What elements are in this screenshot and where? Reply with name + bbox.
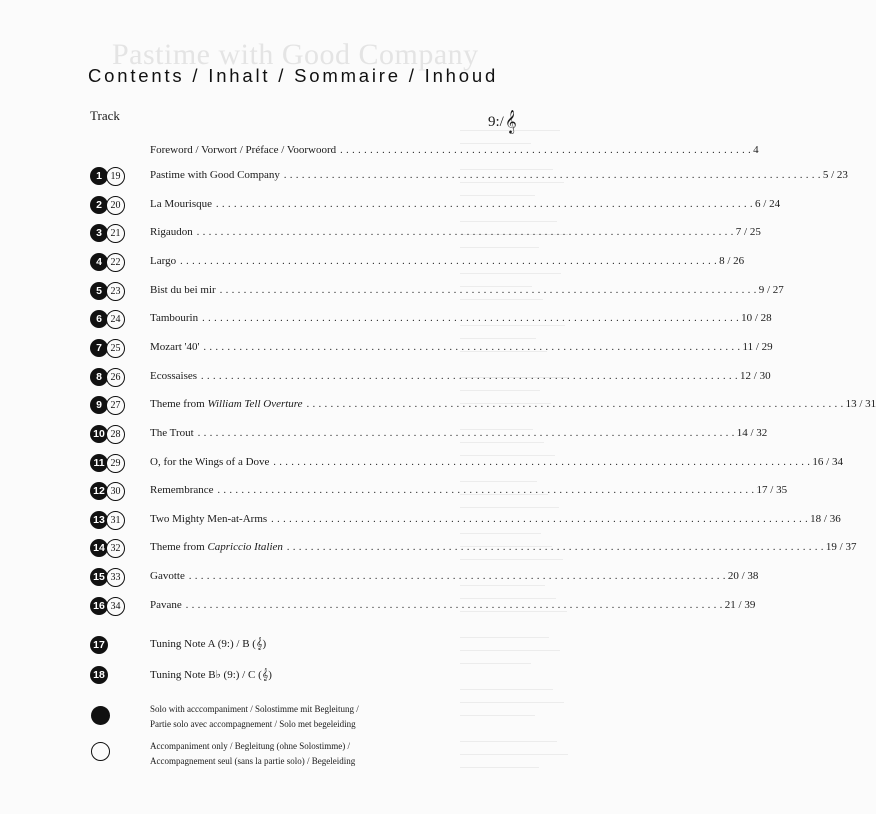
piece-title [150, 226, 193, 238]
bleed-line [460, 221, 557, 222]
accompaniment-track-badge: 19 [106, 167, 125, 186]
piece-title-text: Remembrance [150, 484, 214, 496]
toc-entry [150, 341, 773, 353]
tuning-row[interactable] [0, 666, 600, 690]
bleed-line [460, 741, 557, 742]
bass-clef-label: 9:/ [488, 114, 504, 130]
page-numbers: 16 / 34 [812, 456, 843, 468]
page-numbers: 11 / 29 [742, 341, 773, 353]
track-number-badge: 6 [90, 310, 108, 328]
accompaniment-open-circle-icon [91, 742, 110, 761]
piece-title-text: Two Mighty Men-at-Arms [150, 513, 268, 525]
piece-title-text: Rigaudon [150, 226, 193, 238]
legend-accomp-line1: Accompaniment only / Begleitung (ohne Solostimme) / [150, 741, 350, 751]
toc-row[interactable] [0, 511, 841, 535]
piece-title [150, 169, 280, 181]
accompaniment-track-badge: 33 [106, 568, 125, 587]
piece-title-italic: Capriccio Italien [207, 541, 283, 553]
accompaniment-track-badge: 25 [106, 339, 125, 358]
accompaniment-track-badge: 28 [106, 425, 125, 444]
toc-row[interactable] [0, 568, 759, 592]
track-number-badge: 18 [90, 666, 108, 684]
dot-leader: . . . . . . . . . . . . . . . . . . . . . . . . . . . . . . . . . . . . . . . . . . . . . . . . . . . . . . . . . . . . . . . . . . . . . . . . . . . . . . . . . . . . . . . . . . [271, 514, 809, 525]
piece-title-text: O, for the Wings of a Dove [150, 456, 270, 468]
foreword-page: 4 [753, 144, 759, 156]
piece-title [150, 570, 185, 582]
page-numbers: 17 / 35 [756, 484, 788, 496]
track-number-badge: 9 [90, 396, 108, 414]
piece-title-text: Gavotte [150, 570, 185, 582]
foreword-row[interactable] [0, 142, 759, 166]
dot-leader: . . . . . . . . . . . . . . . . . . . . . . . . . . . . . . . . . . . . . . . . . . . . . . . . . . . . . . . . . . . . . . . . . . . . . . . . . . . . . . . . . . . . . . . . . . [283, 170, 821, 181]
toc-entry [150, 456, 843, 468]
bleed-line [460, 702, 564, 703]
toc-row[interactable] [0, 310, 772, 334]
piece-title-text: Bist du bei mir [150, 284, 216, 296]
piece-title [150, 484, 214, 496]
track-number-badge: 8 [90, 368, 108, 386]
accompaniment-track-badge: 32 [106, 539, 125, 558]
dot-leader: . . . . . . . . . . . . . . . . . . . . . . . . . . . . . . . . . . . . . . . . . . . . . . . . . . . . . . . . . . . . . . . . . . . . . . . . . . . . . . . . . . . . . . . . . . [197, 428, 735, 439]
accompaniment-track-badge: 20 [106, 196, 125, 215]
toc-entry [150, 513, 841, 525]
dot-leader: . . . . . . . . . . . . . . . . . . . . . . . . . . . . . . . . . . . . . . . . . . . . . . . . . . . . . . . . . . . . . . . . . . . . . . . . . . . . . . . . . . . . . . . . . . [216, 199, 754, 210]
page-numbers: 14 / 32 [736, 427, 768, 439]
foreword-label: Foreword / Vorwort / Préface / Voorwoord [150, 144, 337, 156]
legend-solo [150, 702, 359, 732]
dot-leader: . . . . . . . . . . . . . . . . . . . . . . . . . . . . . . . . . . . . . . . . . . . . . . . . . . . . . . . . . . . . . . . . . . . . . . . . . . . . . . . . . . . . . . . . . . [188, 571, 726, 582]
toc-row[interactable] [0, 597, 756, 621]
piece-title-italic: William Tell Overture [207, 398, 303, 410]
accompaniment-track-badge: 30 [106, 482, 125, 501]
track-number-badge: 10 [90, 425, 108, 443]
background-title: Pastime with Good Company [112, 38, 479, 71]
track-label: Track [90, 108, 120, 123]
bleed-line [460, 507, 559, 508]
piece-title-text: Tambourin [150, 312, 199, 324]
piece-title [150, 341, 199, 353]
track-number-badge: 12 [90, 482, 108, 500]
dot-leader: . . . . . . . . . . . . . . . . . . . . . . . . . . . . . . . . . . . . . . . . . . . . . . . . . . . . . . . . . . . . . . . . . . . . . . . . . . . . . . . . . . . . . . . . . . [201, 371, 739, 382]
toc-entry [150, 144, 759, 156]
legend-solo-line2: Partie solo avec accompagnement / Solo met begeleiding [150, 719, 356, 729]
dot-leader: . . . . . . . . . . . . . . . . . . . . . . . . . . . . . . . . . . . . . . . . . . . . . . . . . . . . . . . . . . . . . . . . . . . . . [340, 145, 752, 156]
toc-row[interactable] [0, 425, 768, 449]
toc-row[interactable] [0, 339, 773, 363]
track-number-badge: 2 [90, 196, 108, 214]
track-number-badge: 16 [90, 597, 108, 615]
piece-title-text: Theme from [150, 398, 208, 410]
bleed-line [460, 663, 531, 664]
page-numbers: 12 / 30 [740, 370, 771, 382]
dot-leader: . . . . . . . . . . . . . . . . . . . . . . . . . . . . . . . . . . . . . . . . . . . . . . . . . . . . . . . . . . . . . . . . . . . . . . . . . . . . . . . . . . . . . . . . . . [306, 399, 844, 410]
page-numbers: 18 / 36 [810, 513, 841, 525]
track-number-badge: 3 [90, 224, 108, 242]
toc-row[interactable] [0, 368, 771, 392]
page-numbers: 9 / 27 [758, 284, 784, 296]
clef-indicator [488, 107, 517, 131]
tuning-label: Tuning Note B♭ (9:) / C (𝄞) [150, 669, 272, 681]
track-number-badge: 1 [90, 167, 108, 185]
dot-leader: . . . . . . . . . . . . . . . . . . . . . . . . . . . . . . . . . . . . . . . . . . . . . . . . . . . . . . . . . . . . . . . . . . . . . . . . . . . . . . . . . . . . . . . . . . [217, 485, 755, 496]
piece-title [150, 599, 182, 611]
toc-entry [150, 427, 768, 439]
page-numbers: 8 / 26 [719, 255, 745, 267]
piece-title-text: La Mourisque [150, 198, 213, 210]
toc-row[interactable] [0, 454, 843, 478]
page-numbers: 6 / 24 [755, 198, 781, 210]
tuning-label: Tuning Note A (9:) / B (𝄞) [150, 638, 267, 650]
piece-title [150, 398, 303, 410]
toc-row[interactable] [0, 167, 848, 191]
toc-row[interactable] [0, 482, 788, 506]
piece-title-text: Mozart '40' [150, 341, 200, 353]
toc-entry [150, 169, 848, 181]
accompaniment-track-badge: 29 [106, 454, 125, 473]
accompaniment-track-badge: 34 [106, 597, 125, 616]
piece-title [150, 513, 267, 525]
bleed-line [460, 754, 568, 755]
track-number-badge: 14 [90, 539, 108, 557]
piece-title [150, 284, 216, 296]
toc-entry [150, 284, 784, 296]
piece-title [150, 370, 197, 382]
accompaniment-track-badge: 31 [106, 511, 125, 530]
piece-title-text: Pavane [150, 599, 182, 611]
page-numbers: 19 / 37 [825, 541, 857, 553]
accompaniment-track-badge: 21 [106, 224, 125, 243]
piece-title-text: Ecossaises [150, 370, 198, 382]
tuning-row[interactable] [0, 636, 600, 660]
toc-row[interactable] [0, 396, 876, 420]
piece-title [150, 312, 198, 324]
accompaniment-track-badge: 26 [106, 368, 125, 387]
toc-row[interactable] [0, 539, 857, 563]
toc-entry [150, 541, 857, 553]
toc-entry [150, 312, 772, 324]
track-number-badge: 13 [90, 511, 108, 529]
piece-title [150, 456, 269, 468]
page-numbers: 7 / 25 [735, 226, 761, 238]
dot-leader: . . . . . . . . . . . . . . . . . . . . . . . . . . . . . . . . . . . . . . . . . . . . . . . . . . . . . . . . . . . . . . . . . . . . . . . . . . . . . . . . . . . . . . . . . . [202, 313, 740, 324]
dot-leader: . . . . . . . . . . . . . . . . . . . . . . . . . . . . . . . . . . . . . . . . . . . . . . . . . . . . . . . . . . . . . . . . . . . . . . . . . . . . . . . . . . . . . . . . . . [219, 285, 757, 296]
track-number-badge: 11 [90, 454, 108, 472]
bleed-line [460, 767, 539, 768]
legend-accomp-line2: Accompagnement seul (sans la partie solo) / Begeleiding [150, 756, 356, 766]
solo-filled-circle-icon [91, 706, 110, 725]
track-number-badge: 7 [90, 339, 108, 357]
toc-entry [150, 599, 756, 611]
piece-title-text: The Trout [150, 427, 194, 439]
piece-title-text: Theme from [150, 541, 208, 553]
track-number-badge: 17 [90, 636, 108, 654]
page-numbers: 5 / 23 [822, 169, 848, 181]
track-number-badge: 15 [90, 568, 108, 586]
track-number-badge: 4 [90, 253, 108, 271]
treble-clef-icon: 𝄞 [504, 109, 517, 133]
dot-leader: . . . . . . . . . . . . . . . . . . . . . . . . . . . . . . . . . . . . . . . . . . . . . . . . . . . . . . . . . . . . . . . . . . . . . . . . . . . . . . . . . . . . . . . . . . [180, 256, 718, 267]
toc-row[interactable] [0, 196, 781, 220]
piece-title [150, 427, 194, 439]
piece-title [150, 198, 212, 210]
piece-title-text: Pastime with Good Company [150, 169, 280, 181]
page-numbers: 10 / 28 [741, 312, 772, 324]
dot-leader: . . . . . . . . . . . . . . . . . . . . . . . . . . . . . . . . . . . . . . . . . . . . . . . . . . . . . . . . . . . . . . . . . . . . . . . . . . . . . . . . . . . . . . . . . . [185, 600, 723, 611]
page-title: Contents / Inhalt / Sommaire / Inhoud [88, 65, 499, 86]
page-numbers: 20 / 38 [727, 570, 759, 582]
toc-entry [150, 255, 745, 267]
accompaniment-track-badge: 24 [106, 310, 125, 329]
piece-title [150, 255, 176, 267]
legend-accompaniment [150, 739, 355, 769]
bleed-line [460, 715, 535, 716]
piece-title [150, 541, 283, 553]
dot-leader: . . . . . . . . . . . . . . . . . . . . . . . . . . . . . . . . . . . . . . . . . . . . . . . . . . . . . . . . . . . . . . . . . . . . . . . . . . . . . . . . . . . . . . . . . . [273, 457, 811, 468]
toc-entry [150, 226, 761, 238]
toc-entry [150, 370, 771, 382]
piece-title-text: Largo [150, 255, 177, 267]
accompaniment-track-badge: 27 [106, 396, 125, 415]
page-numbers: 13 / 31 [845, 398, 876, 410]
dot-leader: . . . . . . . . . . . . . . . . . . . . . . . . . . . . . . . . . . . . . . . . . . . . . . . . . . . . . . . . . . . . . . . . . . . . . . . . . . . . . . . . . . . . . . . . . . [203, 342, 741, 353]
toc-row[interactable] [0, 282, 784, 306]
page-numbers: 21 / 39 [724, 599, 756, 611]
toc-entry [150, 398, 876, 410]
toc-entry [150, 198, 781, 210]
toc-row[interactable] [0, 224, 761, 248]
accompaniment-track-badge: 23 [106, 282, 125, 301]
toc-entry [150, 484, 788, 496]
track-number-badge: 5 [90, 282, 108, 300]
toc-entry [150, 570, 759, 582]
dot-leader: . . . . . . . . . . . . . . . . . . . . . . . . . . . . . . . . . . . . . . . . . . . . . . . . . . . . . . . . . . . . . . . . . . . . . . . . . . . . . . . . . . . . . . . . . . [196, 227, 734, 238]
toc-row[interactable] [0, 253, 745, 277]
accompaniment-track-badge: 22 [106, 253, 125, 272]
dot-leader: . . . . . . . . . . . . . . . . . . . . . . . . . . . . . . . . . . . . . . . . . . . . . . . . . . . . . . . . . . . . . . . . . . . . . . . . . . . . . . . . . . . . . . . . . . [286, 542, 824, 553]
legend-solo-line1: Solo with acccompaniment / Solostimme mit Begleitung / [150, 704, 359, 714]
